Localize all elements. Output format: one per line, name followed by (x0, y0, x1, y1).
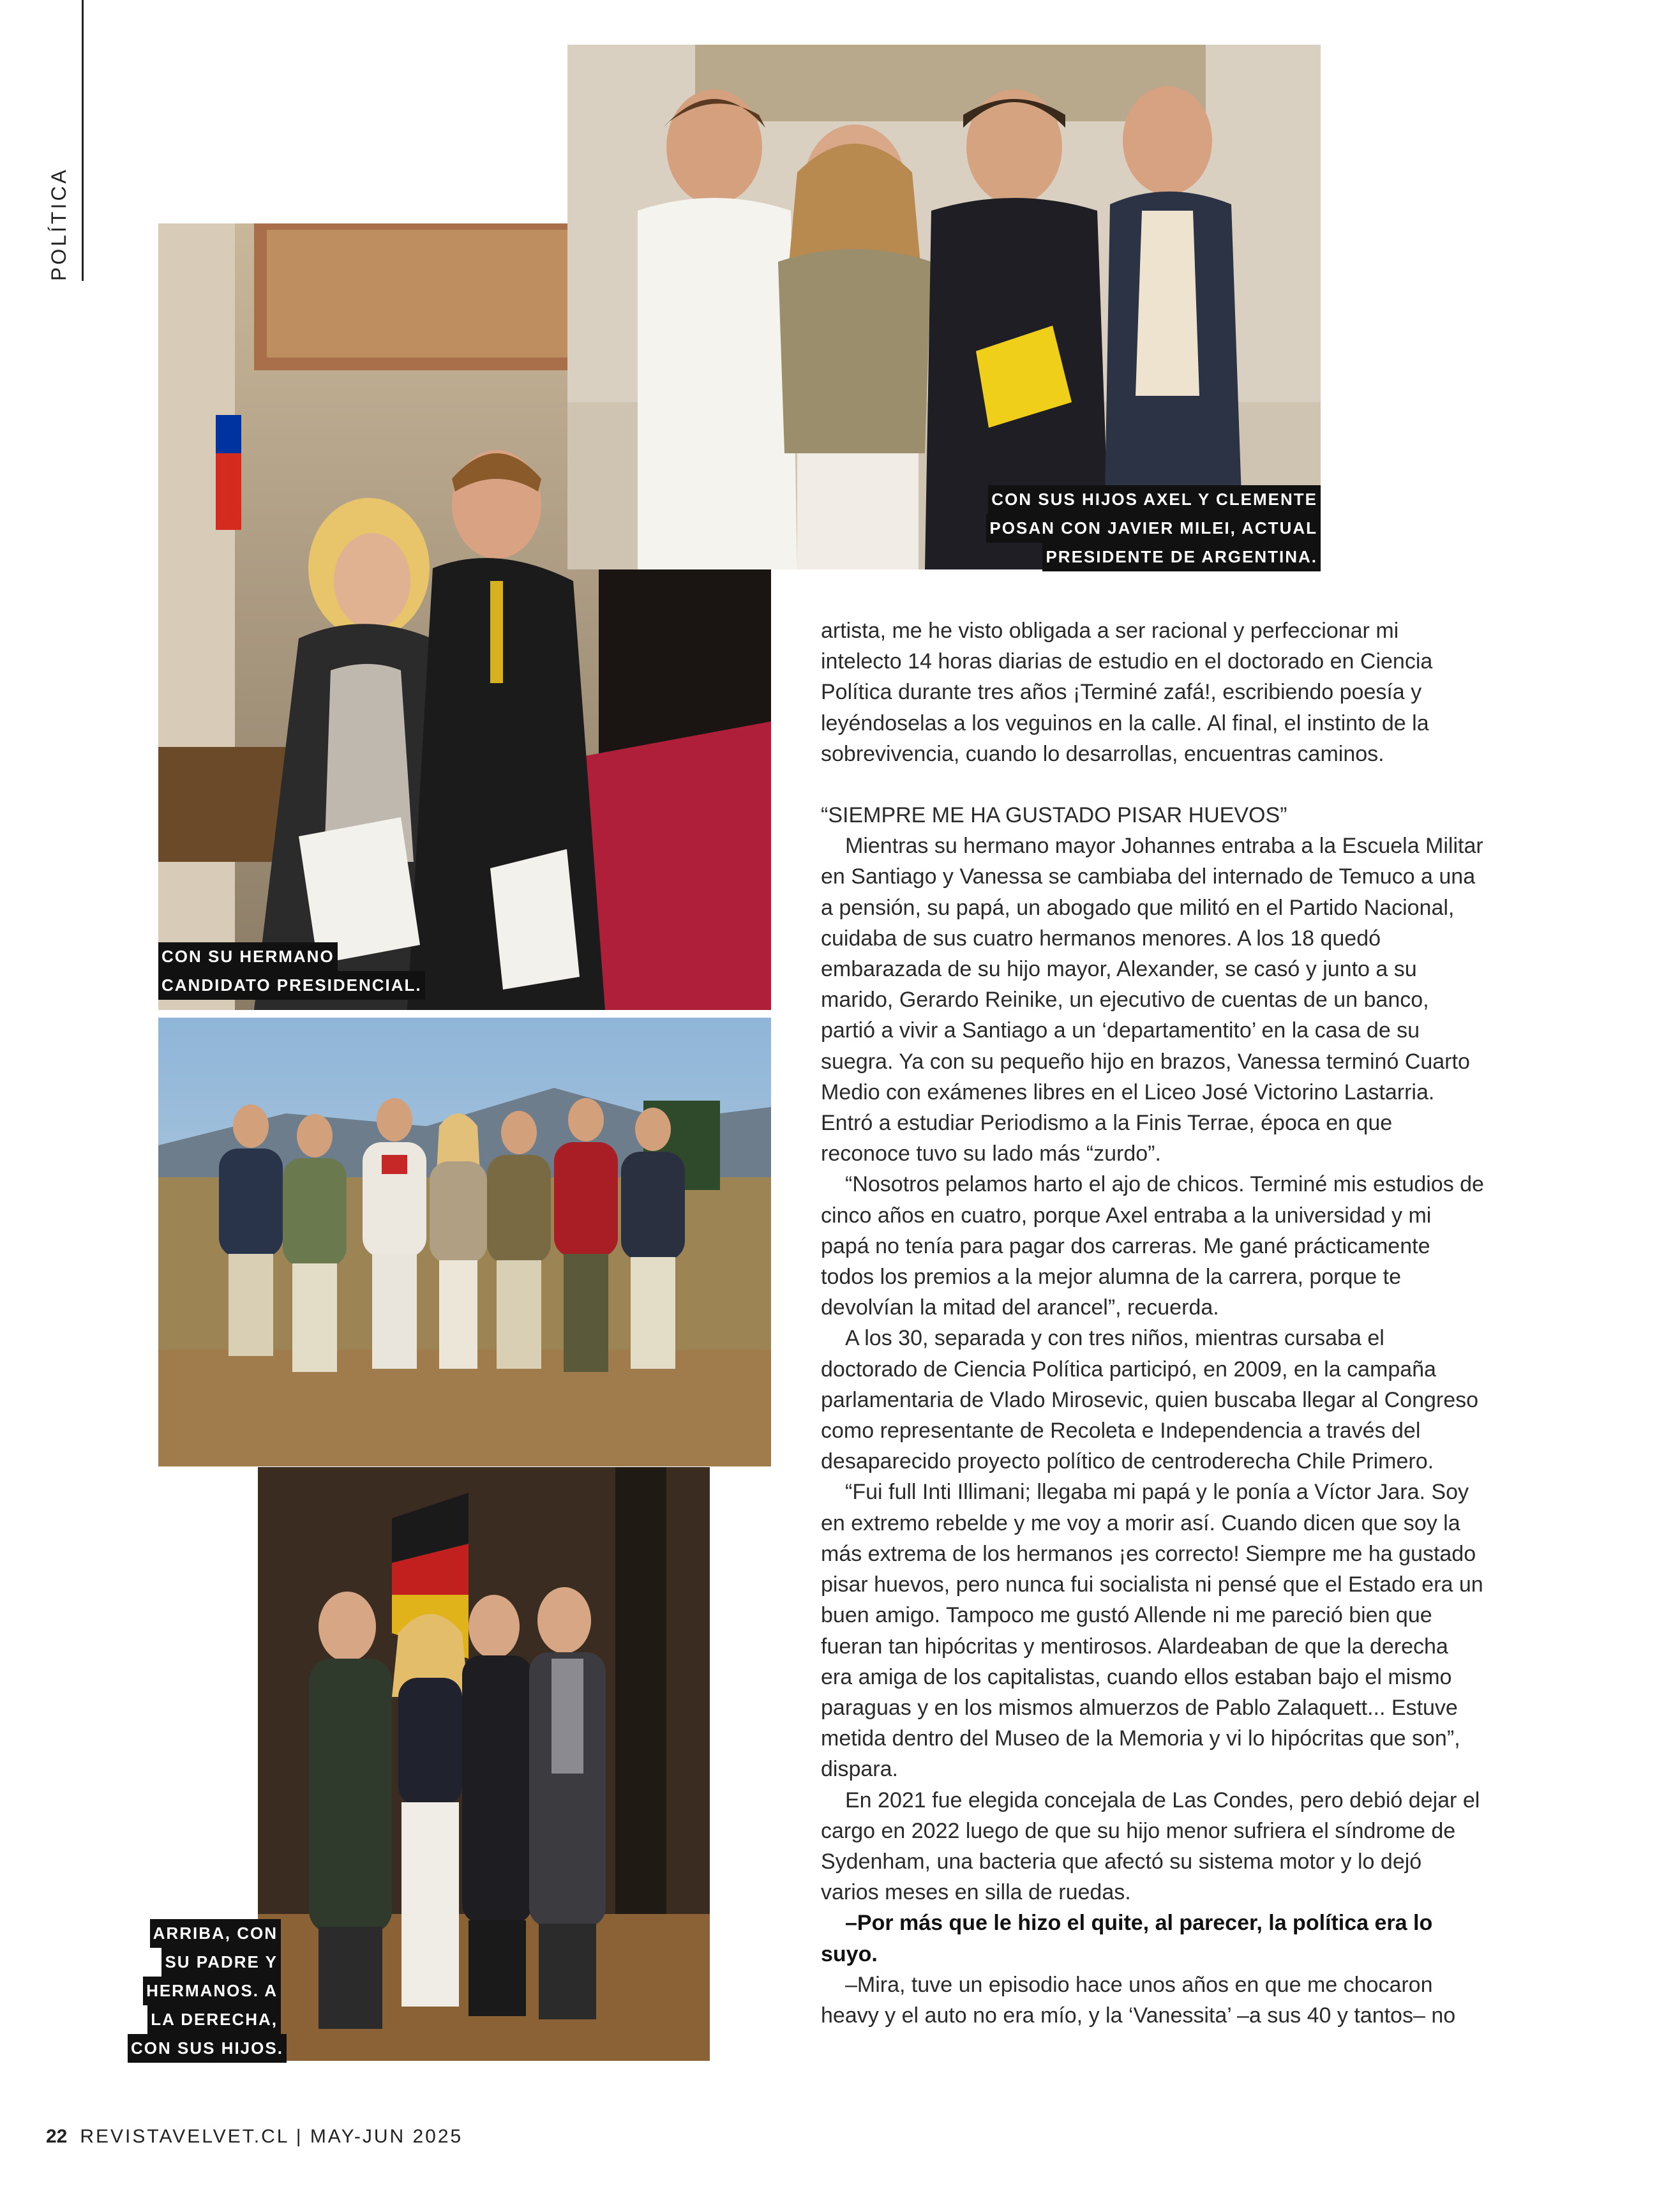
caption-line: CON SUS HIJOS. (128, 2034, 287, 2063)
caption-line: ARRIBA, CON (150, 1919, 281, 1948)
article-paragraph: “Fui full Inti Illimani; llegaba mi papá y le ponía a Víctor Jara. Soy en extremo rebelde y me voy a morir así. Cuando dicen que soy la más extrema de los hermanos ¡es correcto! Siempre me ha gustado pisar huevos, pero nunca fui socialista ni pensé que el Estado era un buen amigo. Tampoco me gustó Allende ni me pareció bien que fueran tan hipócritas y mentirosos. Alardeaban de que la derecha era amiga de los capitalistas, cuando ellos estaban bajo el mismo paraguas y en los mismos almuerzos de Pablo Zalaquett... Estuve metida dentro del Museo de la Memoria y vi lo hipócritas que son”, dispara. (821, 1480, 1483, 1782)
article-paragraph: “Nosotros pelamos harto el ajo de chicos. Terminé mis estudios de cinco años en cuatro, porque Axel entraba a la universidad y mi papá no tenía para pagar dos carreras. Me gané prácticamente todos los premios a la mejor alumna de la carrera, porque te devolvían la mitad del arancel”, recuerda. (821, 1172, 1484, 1320)
page-footer (46, 2126, 463, 2148)
page-number: 22 (46, 2126, 68, 2147)
caption-family (128, 1919, 281, 2063)
article-paragraph: A los 30, separada y con tres niños, mientras cursaba el doctorado de Ciencia Política participó, en 2009, en la campaña parlamentaria de Vlado Mirosevic, quien buscaba llegar al Congreso como representante de Recoleta e Independencia a través del desaparecido proyecto político de centroderecha Chile Primero. (821, 1326, 1479, 1474)
photo-with-father-siblings (158, 1018, 771, 1466)
caption-line: CANDIDATO PRESIDENCIAL. (158, 971, 425, 1000)
section-rule (82, 0, 84, 281)
interview-question: –Por más que le hizo el quite, al parecer, la política era lo suyo. (821, 1911, 1433, 1966)
section-label: POLÍTICA (47, 167, 70, 281)
article-paragraph: artista, me he visto obligada a ser racional y perfeccionar mi intelecto 14 horas diarias de estudio en el doctorado en Ciencia Política durante tres años ¡Terminé zafá!, escribiendo poesía y leyéndoselas a los veguinos en la calle. Al final, el instinto de la sobrevivencia, cuando lo desarrollas, encuentras caminos. (821, 619, 1433, 766)
article-body (821, 615, 1485, 2031)
caption-line: HERMANOS. A (143, 1977, 281, 2005)
caption-line: LA DERECHA, (147, 2005, 281, 2034)
caption-brother (158, 942, 425, 1000)
caption-line: CON SU HERMANO (158, 942, 338, 971)
article-paragraph: En 2021 fue elegida concejala de Las Condes, pero debió dejar el cargo en 2022 luego de que su hijo menor sufriera el síndrome de Sydenham, una bacteria que afectó su sistema motor y lo dejó varios meses en silla de ruedas. (821, 1788, 1480, 1905)
caption-line: POSAN CON JAVIER MILEI, ACTUAL (986, 514, 1321, 543)
caption-line: SU PADRE Y (161, 1948, 281, 1977)
photo-with-children (258, 1467, 710, 2061)
caption-line: PRESIDENTE DE ARGENTINA. (1042, 543, 1321, 571)
caption-milei (932, 485, 1321, 571)
article-subheading: “SIEMPRE ME HA GUSTADO PISAR HUEVOS” (821, 803, 1287, 828)
caption-line: CON SUS HIJOS AXEL Y CLEMENTE (988, 485, 1321, 514)
footer-publication: REVISTAVELVET.CL | MAY-JUN 2025 (80, 2126, 463, 2147)
article-paragraph: –Mira, tuve un episodio hace unos años en que me chocaron heavy y el auto no era mío, y la ‘Vanessita’ –a sus 40 y tantos– no (821, 1972, 1456, 2028)
article-paragraph: Mientras su hermano mayor Johannes entraba a la Escuela Militar en Santiago y Vanessa se cambiaba del internado de Temuco a una a pensión, su papá, un abogado que militó en el Partido Nacional, cuidaba de sus cuatro hermanos menores. A los 18 quedó embarazada de su hijo mayor, Alexander, se casó y junto a su marido, Gerardo Reinike, un ejecutivo de cuentas de un banco, partió a vivir a Santiago a un ‘departamentito’ en la casa de su suegra. Ya con su pequeño hijo en brazos, Vanessa terminó Cuarto Medio con exámenes libres en el Liceo José Victorino Lastarria. Entró a estudiar Periodismo a la Finis Terrae, época en que reconoce tuvo su lado más “zurdo”. (821, 834, 1483, 1166)
